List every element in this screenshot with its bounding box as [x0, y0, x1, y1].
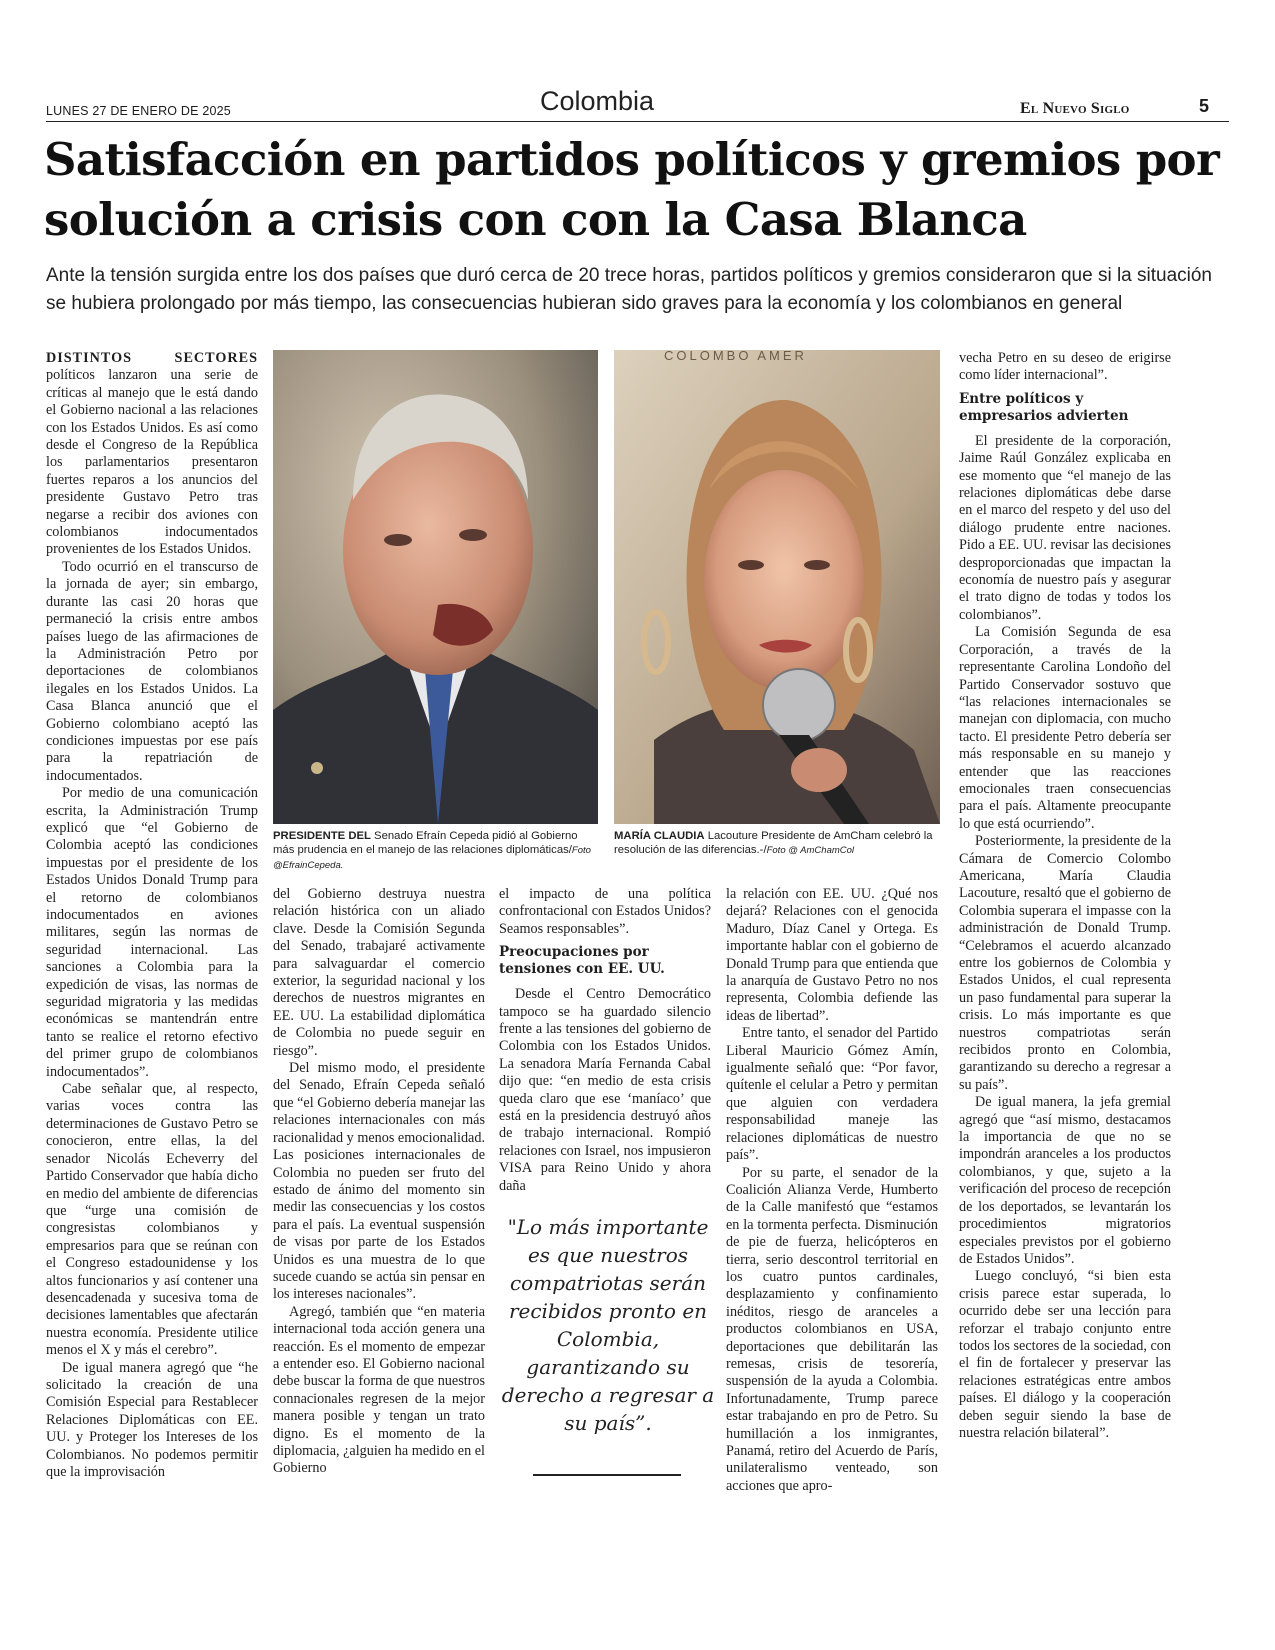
paragraph: Agregó, también que “en materia internacional toda acción genera una reacción. Es el momento de empezar a entender eso. El Gobierno nacional debe buscar la forma de que nuestros connacionales regresen de la mejor manera posible y tengan un trato digno. Es el momento de la diplomacia, ¿alguien ha medido en el Gobierno [273, 1303, 485, 1477]
article-column-4 [726, 886, 938, 1495]
paragraph [46, 350, 258, 559]
article-column-2 [273, 886, 485, 1478]
lead-in: DISTINTOS SECTORES [46, 350, 258, 366]
article-headline: Satisfacción en partidos políticos y gremios por solución a crisis con con la Casa Blanca [44, 133, 1220, 246]
photo-credit: Foto @ AmChamCol [766, 845, 855, 856]
paragraph: la relación con EE. UU. ¿Qué nos dejará? Relaciones con el genocida Maduro, Díaz Canel y Ortega. Es importante hablar con el gobierno de Donald Trump para que entienda que la anarquía de Gustavo Petro no nos representa, Colombia defiende las ideas de libertad”. [726, 886, 938, 1024]
paragraph: Desde el Centro Democrático tampoco se ha guardado silencio frente a las tensiones del gobierno de Colombia con los Estados Unidos. La senadora María Fernanda Cabal dijo que: “en medio de esta crisis queda claro que ese ‘maníaco’ que está en la presidencia destruyó años de trabajo internacional. Rompió relaciones con Israel, nos impusieron VISA para Reino Unido y ahora daña [499, 986, 711, 1194]
paragraph: De igual manera, la jefa gremial agregó que “así mismo, destacamos la importancia de que no se impondrán aranceles a los productos colombianos, y que, sujeto a la verificación del proceso de recepción de los deportados, se levantarán los procedimientos migratorios especiales previstos por el gobierno de Estados Unidos”. [959, 1094, 1171, 1267]
paragraph: Cabe señalar que, al respecto, varias voces contra las determinaciones de Gustavo Petro se conocieron, entre ellas, la del senador Nicolás Echeverry del Partido Conservador que había dicho en medio del ambiente de diferencias que “urge una comisión de congresistas colombianos y empresarios para que se reúnan con el Congreso estadounidense y los altos funcionarios y así contener una desencadenada y sucesiva toma de decisiones lamentables que afectarán nuestra economía. Presidente utilice menos el X y más el cerebro”. [46, 1081, 258, 1359]
portrait-woman-illustration [614, 350, 940, 824]
paragraph: Luego concluyó, “si bien esta crisis parece estar superada, lo ocurrido debe ser una lección para reforzar el trabajo conjunto entre todos los sectores de la sociedad, con el fin de fortalecer y preservar las relaciones estratégicas entre ambos países. El diálogo y la cooperación deben seguir siendo la base de nuestra relación bilateral”. [959, 1268, 1171, 1441]
subheading: Entre políticos y empresarios advierten [959, 390, 1129, 424]
background-sign: COLOMBO AMER [664, 350, 807, 363]
article-column-5 [959, 350, 1171, 1442]
subheading: Preocupaciones por tensiones con EE. UU. [499, 944, 665, 978]
paragraph: Posteriormente, la presidente de la Cámara de Comercio Colombo Americana, María Claudia Lacouture, resaltó que el gobierno de Colombia superara el impasse con la administración de Donald Trump. “Celebramos el acuerdo alcanzado entre los gobiernos de Colombia y Estados Unidos, el cual representa un paso fundamental para superar la crisis. Lo más importante es que nuestros compatriotas serán recibidos pronto en Colombia, garantizando su derecho a regresar a su país”. [959, 833, 1171, 1093]
paragraph: Del mismo modo, el presidente del Senado, Efraín Cepeda señaló que “el Gobierno debería manejar las relaciones internacionales con más racionalidad y menos emocionalidad. Las posiciones internacionales de Colombia no pueden ser fruto del estado de ánimo del momento sin medir las consecuencias y los costos para el país. La eventual suspensión de visas por parte de los Estados Unidos es una muestra de lo que sucede cuando se actúa sin pensar en los intereses nacionales”. [273, 1060, 485, 1303]
paragraph: Por medio de una comunicación escrita, la Administración Trump explicó que “el Gobierno de Colombia aceptó las condiciones impuestas por el presidente de los Estados Unidos Donald Trump para el retorno de colombianos indocumentados en aviones militares, según las normas de seguridad internacional. Las sanciones a Colombia para la expedición de visas, las normas de seguridad migratoria y las medidas económicas se mantendrán entre tanto se realice el retorno efectivo del primer grupo de colombianos indocumentados”. [46, 785, 258, 1080]
paragraph: Por su parte, el senador de la Coalición Alianza Verde, Humberto de la Calle manifestó que “estamos en la tormenta perfecta. Disminución de pie de fuerza, helicópteros en tierra, serio descontrol territorial en los cuatro puntos cardinales, desplazamiento y confinamiento inéditos, riesgo de aranceles a productos colombianos en USA, deportaciones que debilitarán las remesas, crisis de tesorería, suspensión de la ayuda a Colombia. Infortunadamente, Trump parece estar trabajando en pro de Petro. Su humillación a los inmigrantes, Panamá, retiro del Acuerdo de París, unilateralismo venteado, son acciones que apro- [726, 1164, 938, 1494]
paragraph-text: políticos lanzaron una serie de críticas al manejo que le está dando el Gobierno nacional a las relaciones con los Estados Unidos. Es así como desde el Congreso de la República los parlamentarios presentaron fuertes reparos a los anuncios del presidente Gustavo Petro tras negarse a recibir dos aviones con colombianos indocumentados provenientes de los Estados Unidos. [46, 367, 258, 558]
paragraph: el impacto de una política confrontacional con Estados Unidos? Seamos responsables”. [499, 886, 711, 937]
page-number: 5 [1199, 96, 1210, 116]
caption-text: Lacouture Presidente de AmCham celebró la resolución de las diferencias.-/ [614, 830, 933, 856]
paragraph: Todo ocurrió en el transcurso de la jornada de ayer; sin embargo, durante las casi 20 horas que permaneció la crisis entre ambos países luego de las afirmaciones de la Administración Petro por deportaciones de colombianos ilegales en los Estados Unidos. La Casa Blanca anunció que el Gobierno colombiano aceptó las condiciones impuestas por ese país para la repatriación de indocumentados. [46, 558, 258, 784]
article-column-1 [46, 350, 258, 1481]
article-column-3 [499, 886, 711, 1195]
caption-lead: MARÍA CLAUDIA [614, 830, 705, 842]
caption-text: Senado Efraín Cepeda pidió al Gobierno más prudencia en el manejo de las relaciones diplomáticas/ [273, 830, 578, 856]
article-deck: Ante la tensión surgida entre los dos países que duró cerca de 20 trece horas, partidos políticos y gremios consideraron que si la situación se hubiera prolongado por más tiempo, las consecuencias hubieran sido graves para la economía y los colombianos en general [46, 265, 1212, 314]
header-divider [46, 121, 1229, 122]
photo-caption-left [273, 829, 593, 873]
paragraph: del Gobierno destruya nuestra relación histórica con un aliado clave. Desde la Comisión Segunda del Senado, trabajaré activamente para salvaguardar el comercio exterior, la seguridad nacional y los derechos de nuestros migrantes en EE. UU. La estabilidad diplomática de Colombia no puede seguir en riesgo”. [273, 886, 485, 1059]
photo-credit: Foto @EfrainCepeda. [273, 845, 591, 871]
paragraph: El presidente de la corporación, Jaime Raúl González explicaba en ese momento que “el manejo de las relaciones diplomáticas debe darse en el marco del respeto y del uso del diálogo prudente entre naciones. Pido a EE. UU. revisar las decisiones desproporcionadas que impactan la economía de nuestro país y asegurar el trato digno de todas y todos los colombianos”. [959, 432, 1171, 623]
paragraph: vecha Petro en su deseo de erigirse como líder internacional”. [959, 350, 1171, 384]
portrait-man-illustration [273, 350, 598, 824]
photo-caption-right [614, 829, 936, 858]
issue-date: LUNES 27 DE ENERO DE 2025 [46, 104, 231, 118]
paragraph: Entre tanto, el senador del Partido Liberal Mauricio Gómez Amín, igualmente señaló que: “Por favor, quítenle el celular a Petro y permitan que alguien con verdadera responsabilidad maneje las relaciones diplomáticas de nuestro país”. [726, 1025, 938, 1164]
pull-quote: "Lo más importante es que nuestros compatriotas serán recibidos pronto en Colombia, garantizando su derecho a regresar a su país”. [501, 1215, 715, 1435]
photo-efrain-cepeda [273, 350, 598, 824]
paragraph: La Comisión Segunda de esa Corporación, a través de la representante Carolina Londoño del Partido Conservador sostuvo que “las relaciones internacionales se manejan con diplomacia, con mucho tacto. El presidente Petro debería ser más responsable en su manejo y entender que las reacciones emocionales traen consecuencias para el país. Altamente preocupante lo que está ocurriendo”. [959, 624, 1171, 832]
photo-maria-claudia-lacouture [614, 350, 940, 824]
section-name: Colombia [540, 86, 655, 116]
caption-lead: PRESIDENTE DEL [273, 830, 371, 842]
masthead-logo: El Nuevo Siglo [1020, 100, 1130, 117]
pull-quote-rule [533, 1474, 681, 1476]
paragraph: De igual manera agregó que “he solicitado la creación de una Comisión Especial para Restablecer Relaciones Diplomáticas con EE. UU. y Proteger los Intereses de los Colombianos. No podemos permitir que la improvisación [46, 1359, 258, 1480]
